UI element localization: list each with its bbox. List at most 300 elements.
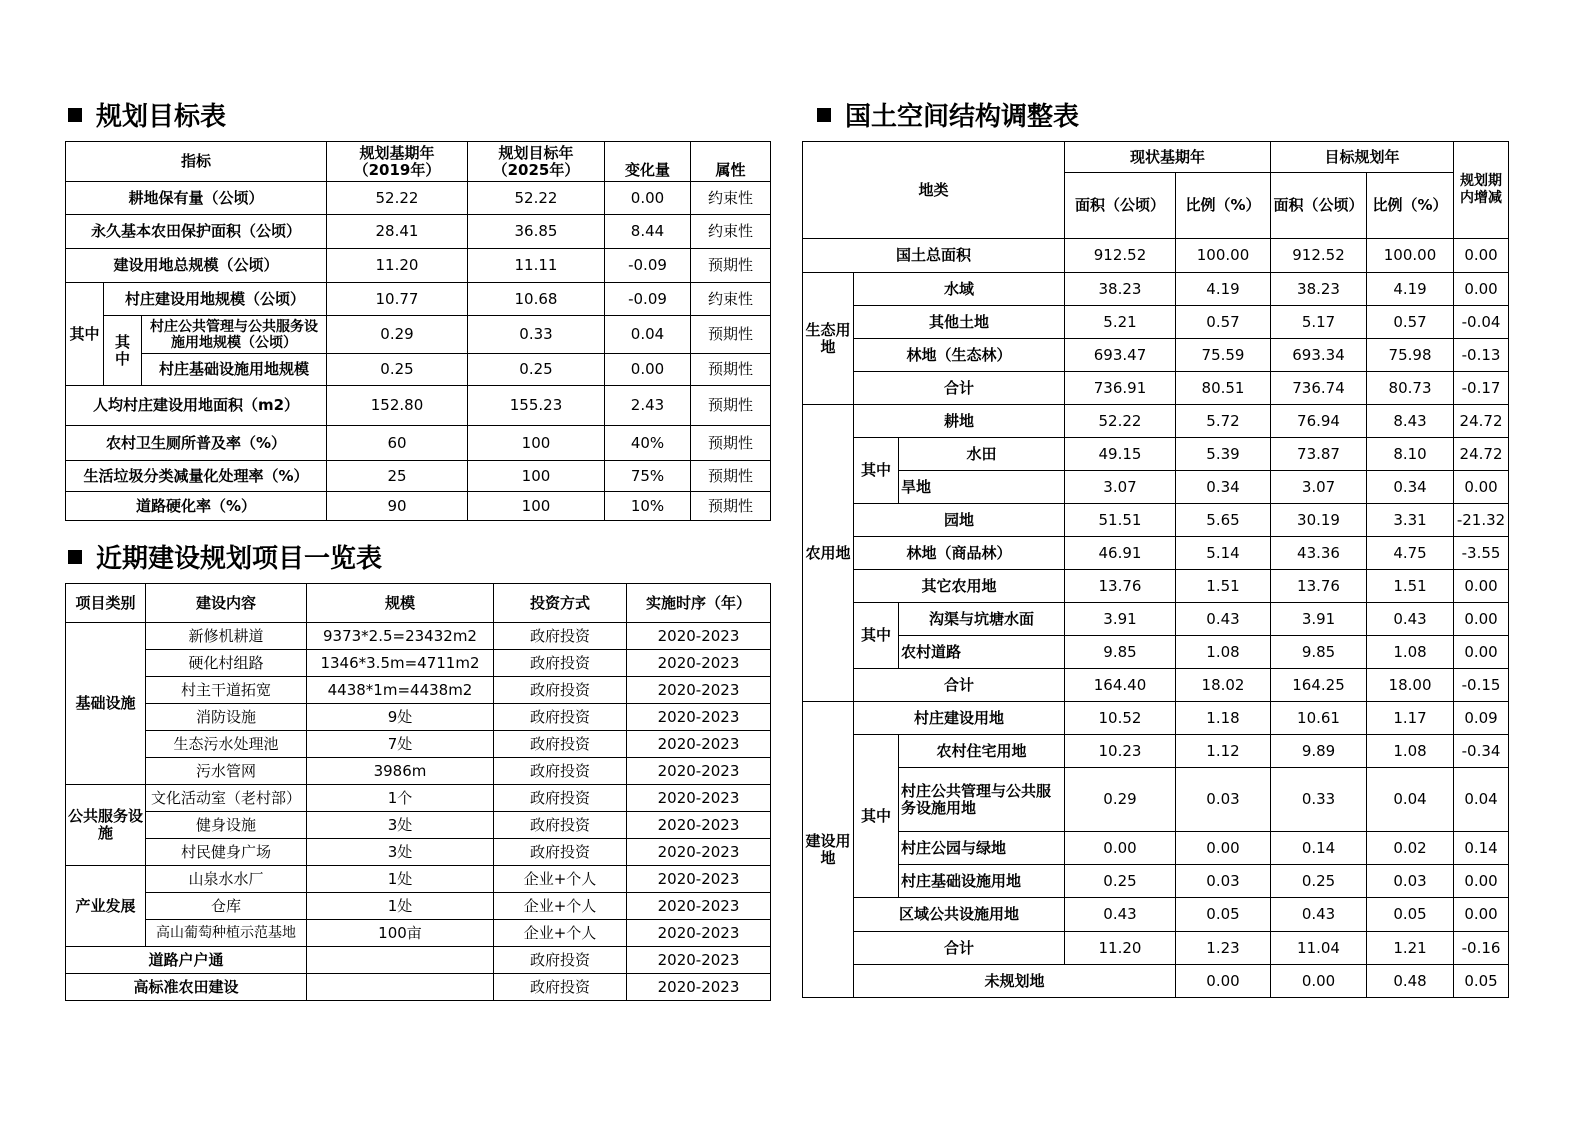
row-attr: 预期性	[691, 386, 771, 426]
row-r2: 4.75	[1367, 537, 1454, 570]
row-name: 水田	[899, 438, 1065, 471]
row-r1: 5.39	[1176, 438, 1271, 471]
row-content: 新修机耕道	[146, 623, 307, 650]
row-base: 0.25	[327, 354, 468, 386]
projects-title-text: 近期建设规划项目一览表	[96, 544, 383, 574]
row-d: 0.00	[1454, 865, 1509, 898]
projects-section-title	[68, 544, 382, 574]
row-content: 文化活动室（老村部）	[146, 785, 307, 812]
table-row	[66, 758, 771, 785]
row-r2: 0.05	[1454, 965, 1509, 998]
table-row	[803, 768, 1509, 832]
row-a2: 76.94	[1271, 405, 1367, 438]
row-attr: 约束性	[691, 283, 771, 316]
table-row	[803, 273, 1509, 306]
table-row	[803, 471, 1509, 504]
row-a2: 0.48	[1367, 965, 1454, 998]
table-row	[803, 306, 1509, 339]
row-a1: 52.22	[1065, 405, 1176, 438]
square-bullet-icon	[68, 108, 82, 122]
row-name: 村庄公园与绿地	[899, 832, 1065, 865]
row-content: 高标准农田建设	[66, 974, 307, 1001]
row-target: 0.25	[468, 354, 605, 386]
row-scale: 1处	[307, 866, 494, 893]
row-r2: 0.43	[1367, 603, 1454, 636]
table-row	[66, 215, 771, 249]
targets-section-title	[68, 102, 226, 132]
row-scale: 9373*2.5=23432m2	[307, 623, 494, 650]
row-content: 山泉水水厂	[146, 866, 307, 893]
row-invest: 政府投资	[494, 623, 627, 650]
row-scale: 1处	[307, 893, 494, 920]
row-name: 未规划地	[854, 965, 1176, 998]
row-invest: 政府投资	[494, 974, 627, 1001]
row-base: 28.41	[327, 215, 468, 249]
row-r2: 8.43	[1367, 405, 1454, 438]
table-row	[66, 623, 771, 650]
row-d: -21.32	[1454, 504, 1509, 537]
row-name: 村庄基础设施用地规模	[142, 354, 327, 386]
table-row	[803, 239, 1509, 273]
row-scale: 7处	[307, 731, 494, 758]
row-target: 100	[468, 426, 605, 461]
row-name: 农村道路	[899, 636, 1065, 669]
row-attr: 预期性	[691, 354, 771, 386]
table-row	[803, 405, 1509, 438]
table-row	[803, 603, 1509, 636]
row-a1: 46.91	[1065, 537, 1176, 570]
row-r1: 1.18	[1176, 702, 1271, 735]
table-row	[66, 182, 771, 215]
row-change: 2.43	[605, 386, 691, 426]
row-r2: 75.98	[1367, 339, 1454, 372]
row-r1: 1.51	[1176, 570, 1271, 603]
square-bullet-icon	[68, 550, 82, 564]
table-row	[803, 932, 1509, 965]
row-a2: 164.25	[1271, 669, 1367, 702]
row-name: 道路硬化率（%）	[66, 492, 327, 521]
row-d: 24.72	[1454, 438, 1509, 471]
row-a2: 13.76	[1271, 570, 1367, 603]
row-change: 0.00	[605, 354, 691, 386]
row-name: 人均村庄建设用地面积（m2）	[66, 386, 327, 426]
targets-title-text: 规划目标表	[96, 102, 227, 132]
row-r1: 75.59	[1176, 339, 1271, 372]
row-a2: 0.25	[1271, 865, 1367, 898]
qizhong-sub-label: 其中	[104, 316, 142, 386]
row-name: 永久基本农田保护面积（公顷）	[66, 215, 327, 249]
row-d: 0.09	[1454, 702, 1509, 735]
header-base: 现状基期年	[1065, 142, 1271, 173]
group-build: 建设用地	[803, 702, 854, 998]
row-d: 0.14	[1454, 832, 1509, 865]
category-cell: 基础设施	[66, 623, 146, 785]
row-name: 其它农用地	[854, 570, 1065, 603]
row-r2: 0.57	[1367, 306, 1454, 339]
row-base: 11.20	[327, 249, 468, 283]
header-target: 目标规划年	[1271, 142, 1454, 173]
row-name: 水域	[854, 273, 1065, 306]
row-name: 园地	[854, 504, 1065, 537]
row-scale: 3处	[307, 839, 494, 866]
row-d: -0.17	[1454, 372, 1509, 405]
row-a1: 912.52	[1065, 239, 1176, 273]
row-d: 0.00	[1454, 273, 1509, 306]
table-row	[66, 461, 771, 492]
row-name: 合计	[854, 669, 1065, 702]
row-a2: 693.34	[1271, 339, 1367, 372]
row-base: 25	[327, 461, 468, 492]
table-row	[803, 865, 1509, 898]
row-period: 2020-2023	[627, 839, 771, 866]
row-r1: 0.05	[1176, 898, 1271, 932]
table-row	[66, 866, 771, 893]
qizhong-label: 其中	[854, 735, 899, 898]
row-r2: 18.00	[1367, 669, 1454, 702]
row-r2: 0.02	[1367, 832, 1454, 865]
row-change: 75%	[605, 461, 691, 492]
row-content: 消防设施	[146, 704, 307, 731]
row-target: 11.11	[468, 249, 605, 283]
row-content: 健身设施	[146, 812, 307, 839]
structure-section-title	[817, 102, 1079, 132]
row-d: 0.00	[1454, 570, 1509, 603]
header-attr: 属性	[691, 142, 771, 182]
row-target: 52.22	[468, 182, 605, 215]
header-invest: 投资方式	[494, 584, 627, 623]
row-invest: 政府投资	[494, 947, 627, 974]
table-header-row	[803, 142, 1509, 173]
table-row	[803, 669, 1509, 702]
row-a1: 11.20	[1065, 932, 1176, 965]
header-area-target: 面积（公顷）	[1271, 173, 1367, 239]
table-row	[803, 702, 1509, 735]
row-r2: 1.08	[1367, 636, 1454, 669]
row-a1: 0.43	[1065, 898, 1176, 932]
row-r1: 0.00	[1271, 965, 1367, 998]
row-r1: 5.14	[1176, 537, 1271, 570]
row-name: 农村卫生厕所普及率（%）	[66, 426, 327, 461]
row-d: 0.00	[1454, 603, 1509, 636]
row-attr: 预期性	[691, 249, 771, 283]
row-d: 24.72	[1454, 405, 1509, 438]
row-name: 国土总面积	[803, 239, 1065, 273]
row-content: 仓库	[146, 893, 307, 920]
row-invest: 政府投资	[494, 758, 627, 785]
table-row	[66, 283, 771, 316]
category-cell: 公共服务设施	[66, 785, 146, 866]
row-d: 0.00	[1454, 898, 1509, 932]
row-base: 152.80	[327, 386, 468, 426]
row-change: 8.44	[605, 215, 691, 249]
row-r2: 3.31	[1367, 504, 1454, 537]
row-content: 道路户户通	[66, 947, 307, 974]
row-name: 耕地保有量（公顷）	[66, 182, 327, 215]
row-r2: 1.51	[1367, 570, 1454, 603]
row-name: 耕地	[854, 405, 1065, 438]
row-period: 2020-2023	[627, 785, 771, 812]
row-base: 10.77	[327, 283, 468, 316]
row-a1: 3.91	[1065, 603, 1176, 636]
row-a2: 736.74	[1271, 372, 1367, 405]
row-scale: 1346*3.5m=4711m2	[307, 650, 494, 677]
row-d: -3.55	[1454, 537, 1509, 570]
row-r1: 4.19	[1176, 273, 1271, 306]
projects-table	[65, 583, 771, 1001]
row-period: 2020-2023	[627, 947, 771, 974]
row-period: 2020-2023	[627, 704, 771, 731]
row-invest: 企业+个人	[494, 920, 627, 947]
qizhong-label: 其中	[854, 603, 899, 669]
table-row	[803, 372, 1509, 405]
row-a1: 0.00	[1065, 832, 1176, 865]
row-r2: 1.17	[1367, 702, 1454, 735]
header-period: 实施时序（年）	[627, 584, 771, 623]
row-r1: 1.23	[1176, 932, 1271, 965]
row-r2: 0.04	[1367, 768, 1454, 832]
header-indicator: 指标	[66, 142, 327, 182]
row-period: 2020-2023	[627, 812, 771, 839]
table-row	[66, 704, 771, 731]
row-base: 0.29	[327, 316, 468, 354]
square-bullet-icon	[817, 108, 831, 122]
row-attr: 预期性	[691, 316, 771, 354]
row-scale: 100亩	[307, 920, 494, 947]
row-invest: 政府投资	[494, 650, 627, 677]
row-invest: 政府投资	[494, 839, 627, 866]
group-eco: 生态用地	[803, 273, 854, 405]
row-name: 村庄公共管理与公共服务设施用地规模（公顷）	[142, 316, 327, 354]
table-row	[66, 386, 771, 426]
row-d: 0.00	[1454, 636, 1509, 669]
row-r1: 0.57	[1176, 306, 1271, 339]
row-r2: 0.34	[1367, 471, 1454, 504]
row-a2: 30.19	[1271, 504, 1367, 537]
row-r1: 80.51	[1176, 372, 1271, 405]
table-row	[66, 920, 771, 947]
table-row	[66, 893, 771, 920]
row-a1: 38.23	[1065, 273, 1176, 306]
row-invest: 政府投资	[494, 677, 627, 704]
row-r2: 0.05	[1367, 898, 1454, 932]
table-row	[803, 965, 1509, 998]
table-row	[803, 898, 1509, 932]
row-name: 其他土地	[854, 306, 1065, 339]
row-content: 村民健身广场	[146, 839, 307, 866]
row-d: -0.34	[1454, 735, 1509, 768]
table-row	[66, 974, 771, 1001]
row-period: 2020-2023	[627, 893, 771, 920]
row-period: 2020-2023	[627, 650, 771, 677]
row-a2: 0.33	[1271, 768, 1367, 832]
row-period: 2020-2023	[627, 623, 771, 650]
row-invest: 企业+个人	[494, 893, 627, 920]
row-r1: 1.12	[1176, 735, 1271, 768]
row-invest: 政府投资	[494, 704, 627, 731]
row-a2: 0.43	[1271, 898, 1367, 932]
row-d: -0.16	[1454, 932, 1509, 965]
row-a2: 5.17	[1271, 306, 1367, 339]
row-name: 合计	[854, 372, 1065, 405]
row-r1: 100.00	[1176, 239, 1271, 273]
table-row	[66, 731, 771, 758]
table-row	[66, 785, 771, 812]
row-change: 40%	[605, 426, 691, 461]
row-r1: 0.03	[1176, 768, 1271, 832]
row-base: 52.22	[327, 182, 468, 215]
structure-title-text: 国土空间结构调整表	[845, 102, 1080, 132]
row-name: 村庄基础设施用地	[899, 865, 1065, 898]
header-scale: 规模	[307, 584, 494, 623]
row-r1: 5.72	[1176, 405, 1271, 438]
table-row	[66, 249, 771, 283]
row-target: 36.85	[468, 215, 605, 249]
row-content: 硬化村组路	[146, 650, 307, 677]
row-name: 村庄建设用地规模（公顷）	[104, 283, 327, 316]
row-period: 2020-2023	[627, 974, 771, 1001]
row-a2: 3.07	[1271, 471, 1367, 504]
row-content: 生态污水处理池	[146, 731, 307, 758]
row-r2: 80.73	[1367, 372, 1454, 405]
row-a2: 11.04	[1271, 932, 1367, 965]
table-header-row	[66, 142, 771, 182]
row-a1: 13.76	[1065, 570, 1176, 603]
row-d: -0.15	[1454, 669, 1509, 702]
row-period: 2020-2023	[627, 920, 771, 947]
row-invest: 政府投资	[494, 785, 627, 812]
row-a2: 38.23	[1271, 273, 1367, 306]
row-r2: 4.19	[1367, 273, 1454, 306]
row-attr: 预期性	[691, 492, 771, 521]
header-target-year: 规划目标年 （2025年）	[468, 142, 605, 182]
row-r1: 5.65	[1176, 504, 1271, 537]
row-r1: 1.08	[1176, 636, 1271, 669]
targets-table	[65, 141, 771, 521]
table-row	[803, 438, 1509, 471]
row-target: 100	[468, 492, 605, 521]
row-a2: 3.91	[1271, 603, 1367, 636]
row-a1: 5.21	[1065, 306, 1176, 339]
group-agri: 农用地	[803, 405, 854, 702]
row-a2: 73.87	[1271, 438, 1367, 471]
row-attr: 约束性	[691, 215, 771, 249]
row-a1: 3.07	[1065, 471, 1176, 504]
table-row	[66, 354, 771, 386]
header-ratio-target: 比例（%）	[1367, 173, 1454, 239]
row-a2: 9.89	[1271, 735, 1367, 768]
row-r2: 1.08	[1367, 735, 1454, 768]
table-header-row	[66, 584, 771, 623]
row-attr: 预期性	[691, 461, 771, 492]
row-r1: 0.43	[1176, 603, 1271, 636]
row-name: 村庄公共管理与公共服务设施用地	[899, 768, 1065, 832]
row-scale: 9处	[307, 704, 494, 731]
row-a2: 9.85	[1271, 636, 1367, 669]
row-a2: 10.61	[1271, 702, 1367, 735]
row-a1: 736.91	[1065, 372, 1176, 405]
row-scale: 3处	[307, 812, 494, 839]
row-a1: 10.52	[1065, 702, 1176, 735]
table-row	[803, 735, 1509, 768]
row-invest: 政府投资	[494, 731, 627, 758]
row-target: 100	[468, 461, 605, 492]
row-a1: 164.40	[1065, 669, 1176, 702]
row-change: 10%	[605, 492, 691, 521]
header-category: 项目类别	[66, 584, 146, 623]
row-scale: 4438*1m=4438m2	[307, 677, 494, 704]
row-scale: 3986m	[307, 758, 494, 785]
row-r1: 0.00	[1176, 832, 1271, 865]
table-row	[803, 537, 1509, 570]
category-cell: 产业发展	[66, 866, 146, 947]
row-d: 0.04	[1454, 768, 1509, 832]
table-row	[66, 947, 771, 974]
table-row	[803, 832, 1509, 865]
row-invest: 政府投资	[494, 812, 627, 839]
row-change: 0.00	[605, 182, 691, 215]
row-target: 155.23	[468, 386, 605, 426]
row-attr: 预期性	[691, 426, 771, 461]
table-row	[66, 677, 771, 704]
row-name: 农村住宅用地	[899, 735, 1065, 768]
structure-table	[802, 141, 1509, 998]
row-name: 建设用地总规模（公顷）	[66, 249, 327, 283]
row-base: 60	[327, 426, 468, 461]
table-row	[66, 316, 771, 354]
row-change: -0.09	[605, 249, 691, 283]
row-a1: 693.47	[1065, 339, 1176, 372]
row-r1: 0.03	[1176, 865, 1271, 898]
row-a1: 0.29	[1065, 768, 1176, 832]
row-invest: 企业+个人	[494, 866, 627, 893]
header-change: 变化量	[605, 142, 691, 182]
row-r1: 18.02	[1176, 669, 1271, 702]
row-period: 2020-2023	[627, 866, 771, 893]
row-content: 高山葡萄种植示范基地	[146, 920, 307, 947]
row-name: 村庄建设用地	[854, 702, 1065, 735]
row-attr: 约束性	[691, 182, 771, 215]
header-change: 规划期内增减	[1454, 142, 1509, 239]
table-row	[66, 492, 771, 521]
row-scale: 1个	[307, 785, 494, 812]
row-change: -0.09	[605, 283, 691, 316]
row-scale	[307, 947, 494, 974]
row-d: -0.13	[1454, 339, 1509, 372]
row-scale	[307, 974, 494, 1001]
header-land: 地类	[803, 142, 1065, 239]
row-content: 村主干道拓宽	[146, 677, 307, 704]
row-name: 沟渠与坑塘水面	[899, 603, 1065, 636]
table-row	[66, 812, 771, 839]
table-row	[66, 426, 771, 461]
table-row	[803, 504, 1509, 537]
row-a2: 43.36	[1271, 537, 1367, 570]
row-period: 2020-2023	[627, 731, 771, 758]
table-row	[66, 839, 771, 866]
table-row	[803, 636, 1509, 669]
row-a2: 0.14	[1271, 832, 1367, 865]
header-content: 建设内容	[146, 584, 307, 623]
row-r2: 100.00	[1367, 239, 1454, 273]
qizhong-label: 其中	[854, 438, 899, 504]
row-a1: 10.23	[1065, 735, 1176, 768]
row-a1: 0.25	[1065, 865, 1176, 898]
row-d: 0.00	[1454, 239, 1509, 273]
row-r1: 0.34	[1176, 471, 1271, 504]
row-d: -0.04	[1454, 306, 1509, 339]
row-a1: 0.00	[1176, 965, 1271, 998]
row-a2: 912.52	[1271, 239, 1367, 273]
